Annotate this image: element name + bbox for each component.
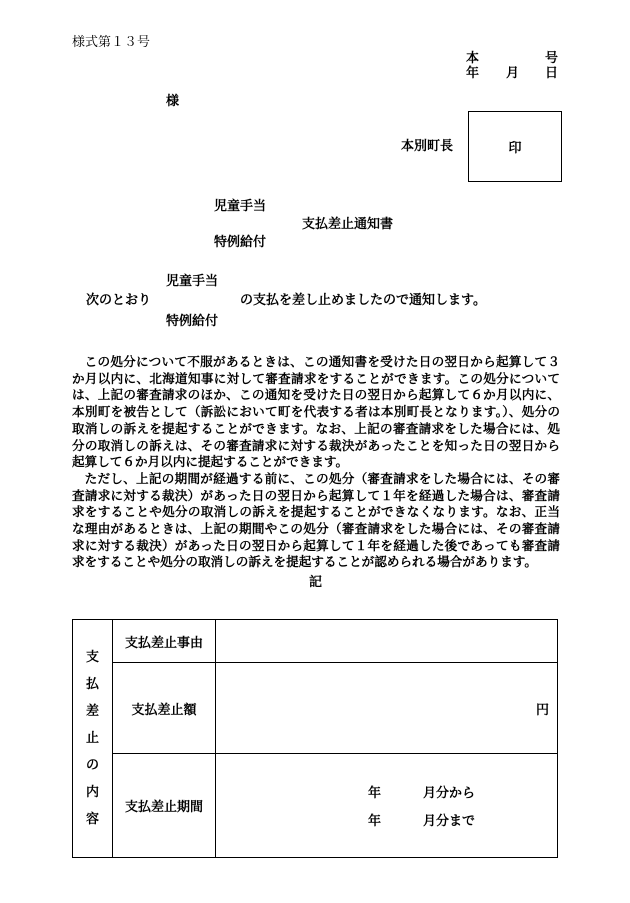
period-to-line xyxy=(216,806,557,834)
period-from-line xyxy=(216,778,557,806)
form-number: 様式第１３号 xyxy=(72,35,151,50)
body-paragraph-1: この処分について不服があるときは、この通知書を受けた日の翌日から起算して３か月以内に、北海道知事に対して審査請求をすることができます。この処分については、上記の審査請求のほか、この通知を受けた日の翌日から起算して６か月以内に、本別町を被告として（訴訟において町を代表する者は本別町長となります。）、処分の取消しの訴えを提起することができます。なお、上記の審査請求をした場合には、処分の取消しの訴えは、その審査請求に対する裁決があったことを知った日の翌日から起算して６か月以内に提起することができます。 xyxy=(72,354,560,470)
recipient-suffix: 様 xyxy=(166,94,180,109)
reason-label: 支払差止事由 xyxy=(113,620,216,663)
period-field[interactable] xyxy=(216,754,558,858)
document-title: 支払差止通知書 xyxy=(302,217,394,232)
number-label-right: 号 xyxy=(545,51,559,66)
period-to: 月分まで xyxy=(423,814,476,829)
body-paragraph-2: ただし、上記の期間が経過する前に、この処分（審査請求をした場合には、その審査請求に対する裁決）があった日の翌日から起算して１年を経過した場合は、審査請求をすることや処分の取消しの訴えを提起することができなくなります。なお、正当な理由があるときは、上記の期間やこの処分（審査請求をした場合には、その審査請求に対する裁決）があった日の翌日から起算して１年を経過した後であっても審査請求をすることや処分の取消しの訴えを提起することが認められる場合があります。 xyxy=(72,470,560,570)
date-year: 年 xyxy=(466,66,480,81)
date-month: 月 xyxy=(506,66,520,81)
title-option-1: 児童手当 xyxy=(214,199,267,214)
number-label-left: 本 xyxy=(466,51,480,66)
issuer-name: 本別町長 xyxy=(401,139,454,154)
notice-suffix: の支払を差し止めましたので通知します。 xyxy=(240,293,486,308)
details-table xyxy=(72,619,558,858)
notice-prefix: 次のとおり xyxy=(86,293,152,308)
period-from: 月分から xyxy=(423,786,476,801)
notice-option-1: 児童手当 xyxy=(166,274,219,289)
title-option-2: 特例給付 xyxy=(214,235,267,250)
appeal-notice-text xyxy=(72,354,560,571)
notice-option-2: 特例給付 xyxy=(166,314,219,329)
ki-mark: 記 xyxy=(309,575,323,590)
date-day: 日 xyxy=(545,66,559,81)
period-label: 支払差止期間 xyxy=(113,754,216,858)
period-year-1: 年 xyxy=(368,786,382,801)
amount-unit: 円 xyxy=(535,702,549,718)
seal-mark: 印 xyxy=(508,141,522,156)
period-year-2: 年 xyxy=(368,814,382,829)
reason-field[interactable] xyxy=(216,620,558,663)
amount-label: 支払差止額 xyxy=(113,663,216,754)
table-side-label: 支 払 差 止 の 内 容 xyxy=(73,620,113,858)
amount-field[interactable] xyxy=(216,663,558,754)
seal-box xyxy=(468,111,562,182)
